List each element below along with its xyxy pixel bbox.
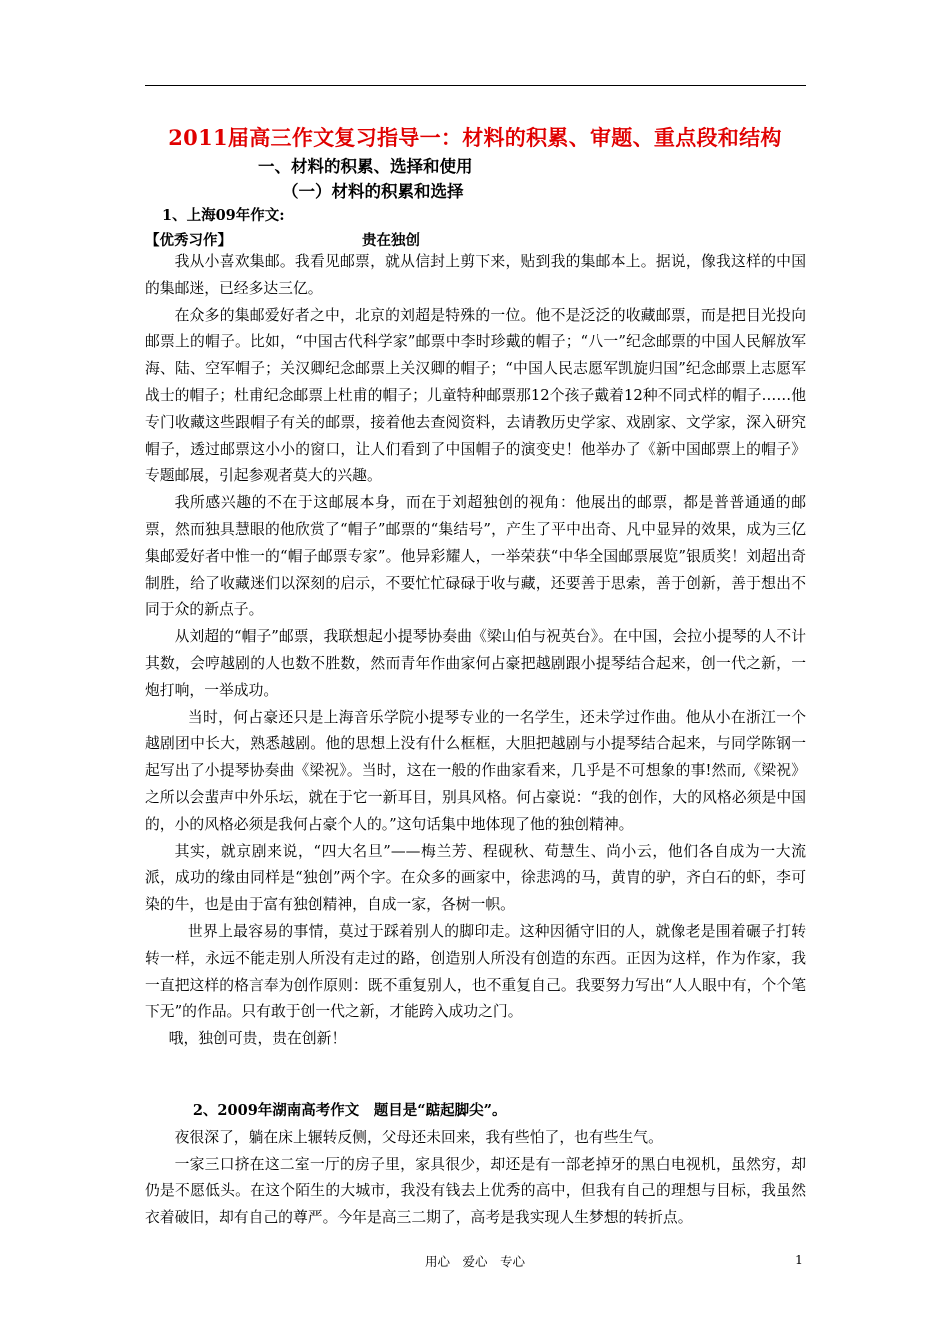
document-title: 2011届高三作文复习指导一：材料的积累、审题、重点段和结构 (168, 125, 782, 150)
paragraph: 一家三口挤在这二室一厅的房子里，家具很少，却还是有一部老掉牙的黑白电视机，虽然穷，却仍是不愿低头。在这个陌生的大城市，我没有钱去上优秀的高中，但我有自己的理想与目标，我虽然衣着破旧，却有自己的尊严。今年是高三二期了，高考是我实现人生梦想的转折点。 (145, 1155, 806, 1227)
item-heading-2: 2、2009年湖南高考作文 题目是“踮起脚尖”。 (192, 1101, 507, 1119)
essay-title: 贵在独创 (362, 232, 420, 249)
excellent-essay-label: 【优秀习作】 (145, 232, 232, 249)
paragraph: 当时，何占豪还只是上海音乐学院小提琴专业的一名学生，还未学过作曲。他从小在浙江一个越剧团中长大，熟悉越剧。他的思想上没有什么框框，大胆把越剧与小提琴结合起来，与同学陈钢一起写出了小提琴协奏曲《梁祝》。当时，这在一般的作曲家看来，几乎是不可想象的事!然而,《梁祝》之所以会蜚声中外乐坛，就在于它一新耳目，别具风格。何占豪说：“我的创作，大的风格必须是中国的，小的风格必须是我何占豪个人的。”这句话集中地体现了他的独创精神。 (145, 708, 806, 833)
paragraph: 我从小喜欢集邮。我看见邮票，就从信封上剪下来，贴到我的集邮本上。据说，像我这样的中国的集邮迷，已经多达三亿。 (145, 253, 806, 297)
paragraph: 我所感兴趣的不在于这邮展本身，而在于刘超独创的视角：他展出的邮票，都是普普通通的邮票，然而独具慧眼的他欣赏了“帽子”邮票的“集结号”，产生了平中出奇、凡中显异的效果，成为三亿集邮爱好者中惟一的“帽子邮票专家”。他异彩耀人，一举荣获“中华全国邮票展览”银质奖！刘超出奇制胜，给了收藏迷们以深刻的启示，不要忙忙碌碌于收与藏，还要善于思索，善于创新，善于想出不同于众的新点子。 (145, 494, 806, 619)
document-body (145, 249, 806, 1232)
header-rule (145, 85, 806, 86)
page-number: 1 (795, 1252, 803, 1267)
paragraph: 世界上最容易的事情，莫过于踩着别人的脚印走。这种因循守旧的人，就像老是围着碾子打转转一样，永远不能走别人所没有走过的路，创造别人所没有创造的东西。正因为这样，作为作家，我一直把这样的格言奉为创作原则：既不重复别人，也不重复自己。我要努力写出“人人眼中有，个个笔下无”的作品。只有敢于创一代之新，才能跨入成功之门。 (145, 922, 806, 1021)
paragraph: 哦，独创可贵，贵在创新！ (168, 1030, 347, 1048)
section-gap (145, 1053, 806, 1098)
paragraph: 其实，就京剧来说，“四大名旦”——梅兰芳、程砚秋、荀慧生、尚小云，他们各自成为一大流派，成功的缘由同样是“独创”两个字。在众多的画家中，徐悲鸿的马，黄胄的驴，齐白石的虾，李可染的牛，也是由于富有独创精神，自成一家，各树一帜。 (145, 842, 806, 914)
section-heading-1: 一、材料的积累、选择和使用 (258, 157, 473, 176)
paragraph: 夜很深了，躺在床上辗转反侧，父母还未回来，我有些怕了，也有些生气。 (174, 1128, 663, 1146)
paragraph: 在众多的集邮爱好者之中，北京的刘超是特殊的一位。他不是泛泛的收藏邮票，而是把目光投向邮票上的帽子。比如，“中国古代科学家”邮票中李时珍戴的帽子；“八一”纪念邮票的中国人民解放军海、陆、空军帽子；关汉卿纪念邮票上关汉卿的帽子；“中国人民志愿军凯旋归国”纪念邮票上志愿军战士的帽子；杜甫纪念邮票上杜甫的帽子；儿童特种邮票那12个孩子戴着12种不同式样的帽子……他专门收藏这些跟帽子有关的邮票，接着他去查阅资料，去请教历史学家、戏剧家、文学家，深入研究帽子，透过邮票这小小的窗口，让人们看到了中国帽子的演变史！他举办了《新中国邮票上的帽子》专题邮展，引起参观者莫大的兴趣。 (145, 306, 806, 485)
page-footer: 用心 爱心 专心 (424, 1254, 525, 1269)
subsection-heading: （一）材料的积累和选择 (282, 182, 464, 201)
paragraph: 从刘超的“帽子”邮票，我联想起小提琴协奏曲《梁山伯与祝英台》。在中国，会拉小提琴的人不计其数，会哼越剧的人也数不胜数，然而青年作曲家何占豪把越剧跟小提琴结合起来，创一代之新，一炮打响，一举成功。 (145, 628, 806, 699)
item-heading-1: 1、上海09年作文: (162, 207, 285, 224)
